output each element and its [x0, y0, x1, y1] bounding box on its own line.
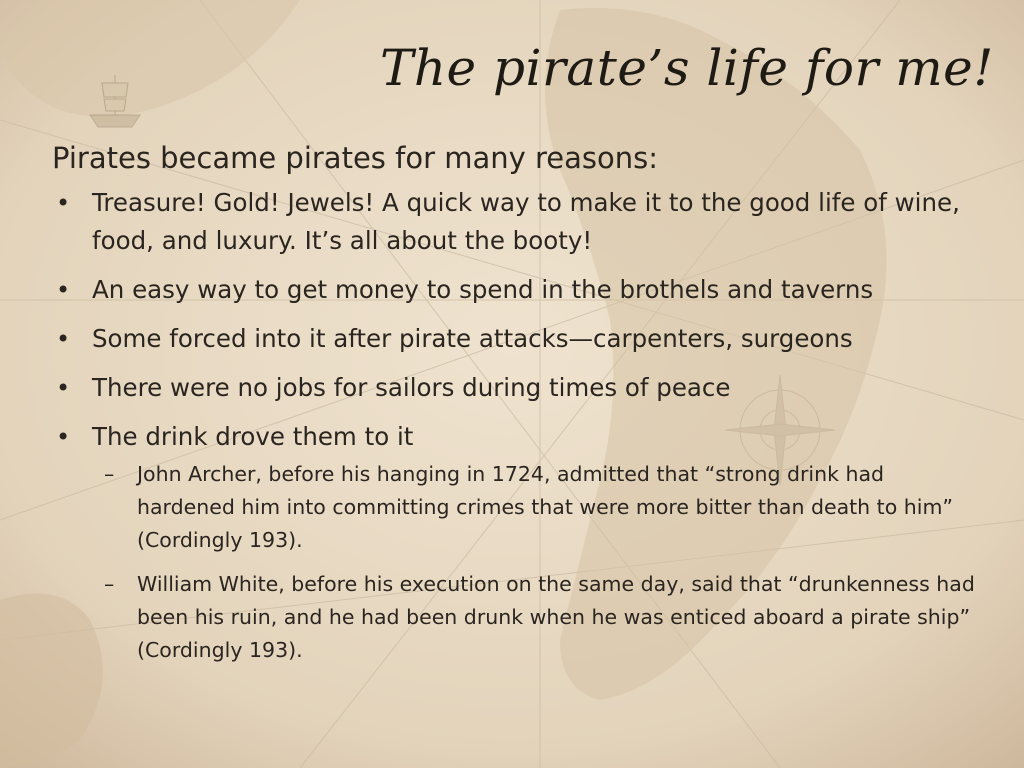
bullet-text: Treasure! Gold! Jewels! A quick way to make it to the good life of wine, food, and luxury. It’s all about the booty!: [92, 188, 960, 255]
bullet-text: The drink drove them to it: [92, 422, 414, 451]
sub-bullet-text: William White, before his execution on the same day, said that “drunkenness had been his ruin, and he had been drunk when he was enticed aboard a pirate ship” (Cordingly 193).: [137, 572, 975, 662]
bullet-icon: •: [56, 374, 71, 402]
bullet-icon: •: [56, 189, 71, 217]
bullet-text: Some forced into it after pirate attacks—carpenters, surgeons: [92, 324, 853, 353]
bullet-item: [52, 320, 982, 358]
bullet-item: [52, 369, 982, 407]
sub-bullet-list: [92, 458, 982, 667]
bullet-item: [52, 418, 982, 667]
slide-title: The pirate’s life for me!: [380, 39, 994, 97]
bullet-icon: •: [56, 423, 71, 451]
sub-bullet-item: [92, 458, 982, 557]
slide-body: [52, 138, 982, 678]
dash-icon: –: [104, 572, 115, 596]
bullet-icon: •: [56, 325, 71, 353]
sub-bullet-text: John Archer, before his hanging in 1724, admitted that “strong drink had hardened him into committing crimes that were more bitter than death to him” (Cordingly 193).: [137, 462, 954, 552]
bullet-text: There were no jobs for sailors during times of peace: [92, 373, 731, 402]
intro-text: Pirates became pirates for many reasons:: [52, 141, 658, 175]
bullet-icon: •: [56, 276, 71, 304]
bullet-item: [52, 271, 982, 309]
sub-bullet-item: [92, 568, 982, 667]
dash-icon: –: [104, 462, 115, 486]
bullet-item: [52, 184, 982, 260]
bullet-text: An easy way to get money to spend in the brothels and taverns: [92, 275, 874, 304]
bullet-list: [52, 184, 982, 667]
